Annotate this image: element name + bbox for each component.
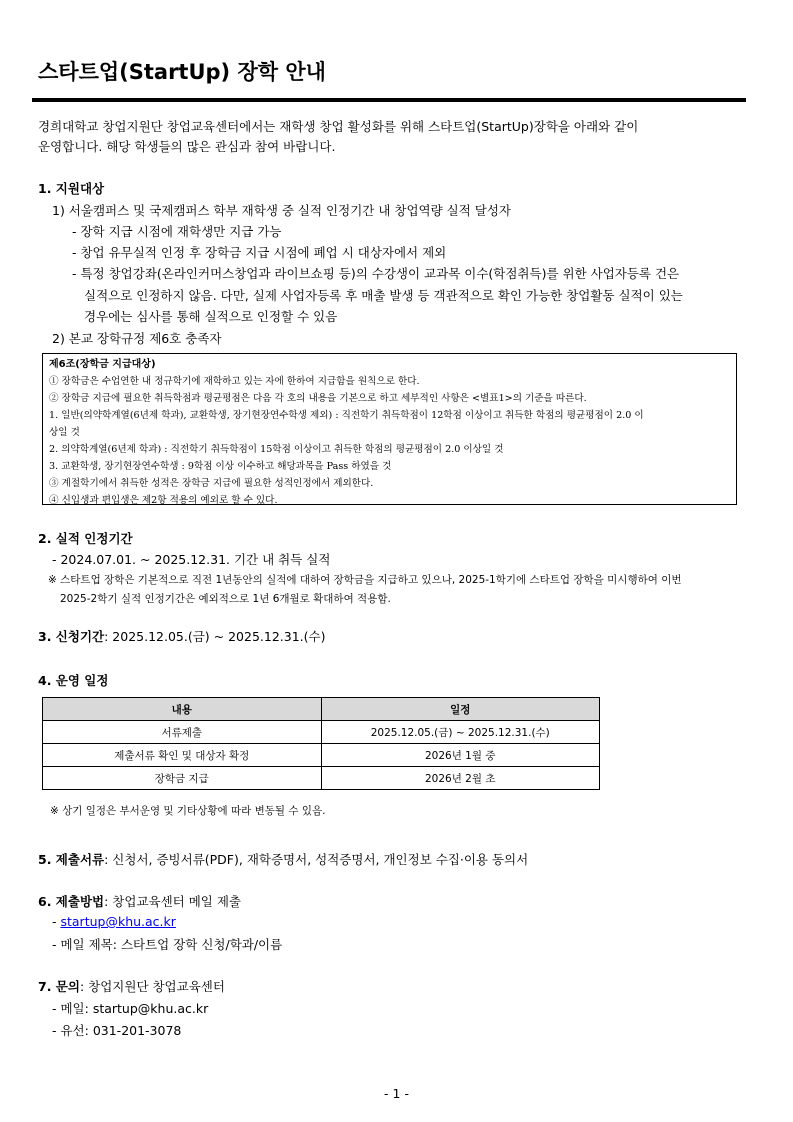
email-link[interactable]: startup@khu.ac.kr	[60, 914, 176, 929]
table-cell: 2026년 1월 중	[321, 744, 600, 767]
table-row	[43, 767, 600, 790]
s1-sub-3a: - 특정 창업강좌(온라인커머스창업과 라이브쇼핑 등)의 수강생이 교과목 이수(학점취득)를 위한 사업자등록 건은	[72, 266, 680, 281]
section-7	[38, 977, 225, 995]
s6-email-line	[52, 914, 176, 929]
dash: -	[52, 914, 61, 929]
page-title: 스타트업(StartUp) 장학 안내	[38, 60, 326, 84]
rule-line: ④ 신입생과 편입생은 제2항 적용의 예외로 할 수 있다.	[49, 495, 278, 506]
scholarship-rule-box	[42, 353, 737, 505]
rule-line: 2. 의약학계열(6년제 학과) : 직전학기 취득학점이 15학점 이상이고 취득한 학점의 평균평점이 2.0 이상일 것	[49, 444, 504, 455]
contact-email: - 메일: startup@khu.ac.kr	[52, 1001, 209, 1016]
section-2-heading: 2. 실적 인정기간	[38, 531, 133, 546]
schedule-note: ※ 상기 일정은 부서운영 및 기타상황에 따라 변동될 수 있음.	[50, 805, 326, 817]
rule-line: 1. 일반(의약학계열(6년제 학과), 교환학생, 장기현장연수학생 제외) : 직전학기 취득학점이 12학점 이상이고 취득한 학점의 평균평점이 2.0 이	[49, 410, 644, 421]
section-3-heading: 3. 신청기간	[38, 629, 105, 644]
rule-heading: 제6조(장학금 지급대상)	[49, 359, 156, 370]
table-cell: 장학금 지급	[43, 767, 322, 790]
intro-line-2: 운영합니다. 해당 학생들의 많은 관심과 참여 바랍니다.	[38, 139, 336, 154]
section-7-heading: 7. 문의	[38, 979, 80, 994]
s2-note-line-2: 2025-2학기 실적 인정기간은 예외적으로 1년 6개월로 확대하여 적용함.	[60, 593, 391, 605]
s1-sub-2: - 창업 유무실적 인정 후 장학금 지급 시점에 폐업 시 대상자에서 제외	[72, 245, 447, 260]
column-header: 내용	[43, 698, 322, 721]
section-1-heading: 1. 지원대상	[38, 181, 105, 196]
contact-phone: - 유선: 031-201-3078	[52, 1023, 182, 1038]
s2-period: - 2024.07.01. ~ 2025.12.31. 기간 내 취득 실적	[52, 552, 331, 567]
required-documents: : 신청서, 증빙서류(PDF), 재학증명서, 성적증명서, 개인정보 수집·이용 동의서	[104, 852, 529, 867]
table-cell: 2025.12.05.(금) ~ 2025.12.31.(수)	[321, 721, 600, 744]
s1-sub-3b: 실적으로 인정하지 않음. 다만, 실제 사업자등록 후 매출 발생 등 객관적으로 확인 가능한 창업활동 실적이 있는	[84, 288, 683, 303]
section-5	[38, 850, 528, 868]
s1-item-2: 2) 본교 장학규정 제6호 충족자	[52, 331, 222, 346]
rule-line: 3. 교환학생, 장기현장연수학생 : 9학점 이상 이수하고 해당과목을 Pass 하였을 것	[49, 461, 392, 472]
intro-line-1: 경희대학교 창업지원단 창업교육센터에서는 재학생 창업 활성화를 위해 스타트업(StartUp)장학을 아래와 같이	[38, 119, 639, 134]
table-row	[43, 744, 600, 767]
submission-method: : 창업교육센터 메일 제출	[104, 894, 241, 909]
section-4-heading: 4. 운영 일정	[38, 673, 109, 688]
section-3	[38, 627, 325, 645]
table-cell: 서류제출	[43, 721, 322, 744]
rule-line: ① 장학금은 수업연한 내 정규학기에 재학하고 있는 자에 한하여 지급함을 원칙으로 한다.	[49, 376, 420, 387]
rule-line: ③ 계절학기에서 취득한 성적은 장학금 지급에 필요한 성적인정에서 제외한다.	[49, 478, 374, 489]
rule-line: ② 장학금 지급에 필요한 취득학점과 평균평점은 다음 각 호의 내용을 기본으로 하고 세부적인 사항은 <별표1>의 기준을 따른다.	[49, 393, 587, 404]
s2-note-line-1: ※ 스타트업 장학은 기본적으로 직전 1년동안의 실적에 대하여 장학금을 지급하고 있으나, 2025-1학기에 스타트업 장학을 미시행하여 이번	[48, 574, 682, 586]
table-cell: 2026년 2월 초	[321, 767, 600, 790]
s6-subject-line: - 메일 제목: 스타트업 장학 신청/학과/이름	[52, 937, 283, 952]
section-6	[38, 892, 241, 910]
s1-sub-1: - 장학 지급 시점에 재학생만 지급 가능	[72, 224, 282, 239]
s1-sub-3c: 경우에는 심사를 통해 실적으로 인정할 수 있음	[84, 309, 338, 324]
application-period: : 2025.12.05.(금) ~ 2025.12.31.(수)	[104, 629, 326, 644]
s1-item-1: 1) 서울캠퍼스 및 국제캠퍼스 학부 재학생 중 실적 인정기간 내 창업역량 실적 달성자	[52, 203, 511, 218]
table-cell: 제출서류 확인 및 대상자 확정	[43, 744, 322, 767]
table-header-row	[43, 698, 600, 721]
section-5-heading: 5. 제출서류	[38, 852, 105, 867]
schedule-table	[42, 697, 600, 790]
title-divider	[32, 98, 746, 102]
rule-line: 상일 것	[49, 427, 80, 438]
column-header: 일정	[321, 698, 600, 721]
table-row	[43, 721, 600, 744]
contact-department: : 창업지원단 창업교육센터	[79, 979, 225, 994]
section-6-heading: 6. 제출방법	[38, 894, 105, 909]
page-number: - 1 -	[384, 1086, 409, 1101]
